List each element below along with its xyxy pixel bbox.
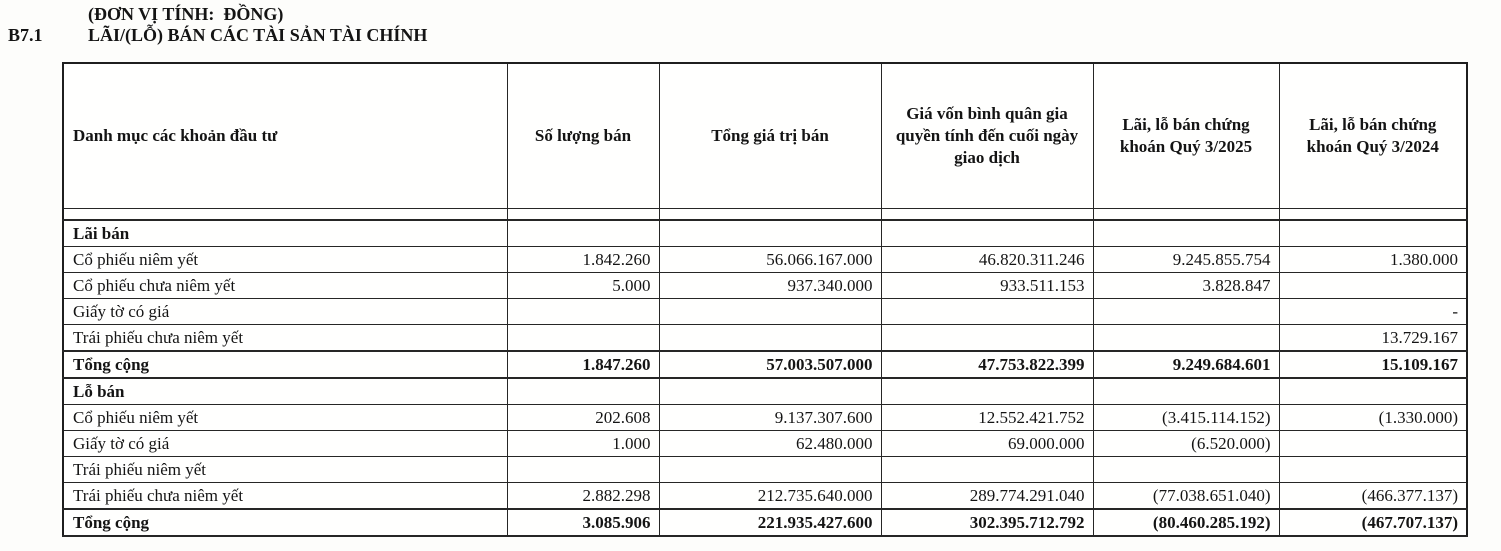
section-header-row <box>63 220 1467 247</box>
row-label-cell: Giấy tờ có giá <box>63 299 507 325</box>
value-cell <box>659 457 881 483</box>
value-cell: 289.774.291.040 <box>881 483 1093 510</box>
title-line <box>0 25 427 45</box>
value-cell: 13.729.167 <box>1279 325 1467 352</box>
value-cell: 933.511.153 <box>881 273 1093 299</box>
value-cell <box>1093 220 1279 247</box>
row-label-cell: Trái phiếu chưa niêm yết <box>63 483 507 510</box>
value-cell <box>881 208 1093 220</box>
value-cell: 3.085.906 <box>507 509 659 536</box>
table-row <box>63 405 1467 431</box>
value-cell: 57.003.507.000 <box>659 351 881 378</box>
value-cell <box>507 378 659 405</box>
value-cell: 47.753.822.399 <box>881 351 1093 378</box>
value-cell: (467.707.137) <box>1279 509 1467 536</box>
value-cell <box>1279 457 1467 483</box>
value-cell: 302.395.712.792 <box>881 509 1093 536</box>
value-cell <box>1093 457 1279 483</box>
value-cell <box>659 378 881 405</box>
section-header-row <box>63 378 1467 405</box>
column-header-pl-q3-2025: Lãi, lỗ bán chứng khoán Quý 3/2025 <box>1093 63 1279 208</box>
value-cell: (466.377.137) <box>1279 483 1467 510</box>
table-row <box>63 457 1467 483</box>
row-label-cell: Cổ phiếu niêm yết <box>63 405 507 431</box>
value-cell: (3.415.114.152) <box>1093 405 1279 431</box>
value-cell: (77.038.651.040) <box>1093 483 1279 510</box>
column-header-quantity-sold: Số lượng bán <box>507 63 659 208</box>
value-cell <box>1279 208 1467 220</box>
value-cell: 1.000 <box>507 431 659 457</box>
table-row <box>63 483 1467 510</box>
row-label-cell: Trái phiếu niêm yết <box>63 457 507 483</box>
table-row <box>63 325 1467 352</box>
value-cell <box>881 457 1093 483</box>
row-label-cell: Giấy tờ có giá <box>63 431 507 457</box>
table-row <box>63 299 1467 325</box>
total-row <box>63 509 1467 536</box>
value-cell <box>507 457 659 483</box>
value-cell <box>1279 220 1467 247</box>
column-header-investment-category: Danh mục các khoản đầu tư <box>63 63 507 208</box>
value-cell: (80.460.285.192) <box>1093 509 1279 536</box>
value-cell: 9.137.307.600 <box>659 405 881 431</box>
value-cell: 1.842.260 <box>507 247 659 273</box>
value-cell <box>659 208 881 220</box>
value-cell <box>507 325 659 352</box>
row-label-cell: Lỗ bán <box>63 378 507 405</box>
section-number: B7.1 <box>8 25 43 45</box>
value-cell <box>1279 378 1467 405</box>
value-cell: 69.000.000 <box>881 431 1093 457</box>
value-cell: 9.245.855.754 <box>1093 247 1279 273</box>
row-label-cell: Cổ phiếu niêm yết <box>63 247 507 273</box>
table-header-row <box>63 63 1467 208</box>
value-cell <box>507 299 659 325</box>
value-cell <box>881 378 1093 405</box>
value-cell: 12.552.421.752 <box>881 405 1093 431</box>
spacer-row <box>63 208 1467 220</box>
value-cell <box>1093 299 1279 325</box>
value-cell: 3.828.847 <box>1093 273 1279 299</box>
table-row <box>63 431 1467 457</box>
column-header-pl-q3-2024: Lãi, lỗ bán chứng khoán Quý 3/2024 <box>1279 63 1467 208</box>
value-cell: 1.380.000 <box>1279 247 1467 273</box>
value-cell <box>1093 208 1279 220</box>
financial-assets-table <box>62 62 1468 537</box>
value-cell <box>1093 325 1279 352</box>
row-label-cell: Tổng cộng <box>63 351 507 378</box>
value-cell <box>659 220 881 247</box>
table-row <box>63 247 1467 273</box>
document-header <box>0 4 427 45</box>
value-cell <box>659 325 881 352</box>
value-cell: (6.520.000) <box>1093 431 1279 457</box>
value-cell: - <box>1279 299 1467 325</box>
total-row <box>63 351 1467 378</box>
value-cell <box>659 299 881 325</box>
value-cell: 46.820.311.246 <box>881 247 1093 273</box>
value-cell: 212.735.640.000 <box>659 483 881 510</box>
column-header-total-sale-value: Tổng giá trị bán <box>659 63 881 208</box>
value-cell <box>881 299 1093 325</box>
value-cell: 202.608 <box>507 405 659 431</box>
value-cell: 2.882.298 <box>507 483 659 510</box>
value-cell <box>1279 431 1467 457</box>
row-label-cell: Tổng cộng <box>63 509 507 536</box>
value-cell: 937.340.000 <box>659 273 881 299</box>
value-cell: 15.109.167 <box>1279 351 1467 378</box>
value-cell: 56.066.167.000 <box>659 247 881 273</box>
value-cell <box>881 220 1093 247</box>
value-cell: (1.330.000) <box>1279 405 1467 431</box>
value-cell <box>507 208 659 220</box>
value-cell: 1.847.260 <box>507 351 659 378</box>
value-cell <box>507 220 659 247</box>
unit-note: (ĐƠN VỊ TÍNH: ĐỒNG) <box>88 4 284 24</box>
value-cell: 62.480.000 <box>659 431 881 457</box>
value-cell: 5.000 <box>507 273 659 299</box>
row-label-cell <box>63 208 507 220</box>
table-body <box>63 208 1467 536</box>
value-cell: 221.935.427.600 <box>659 509 881 536</box>
value-cell: 9.249.684.601 <box>1093 351 1279 378</box>
row-label-cell: Trái phiếu chưa niêm yết <box>63 325 507 352</box>
page-title: LÃI/(LỖ) BÁN CÁC TÀI SẢN TÀI CHÍNH <box>88 25 428 45</box>
column-header-weighted-average-cost: Giá vốn bình quân gia quyền tính đến cuối ngày giao dịch <box>881 63 1093 208</box>
row-label-cell: Cổ phiếu chưa niêm yết <box>63 273 507 299</box>
row-label-cell: Lãi bán <box>63 220 507 247</box>
value-cell <box>1279 273 1467 299</box>
value-cell <box>881 325 1093 352</box>
value-cell <box>1093 378 1279 405</box>
table-row <box>63 273 1467 299</box>
